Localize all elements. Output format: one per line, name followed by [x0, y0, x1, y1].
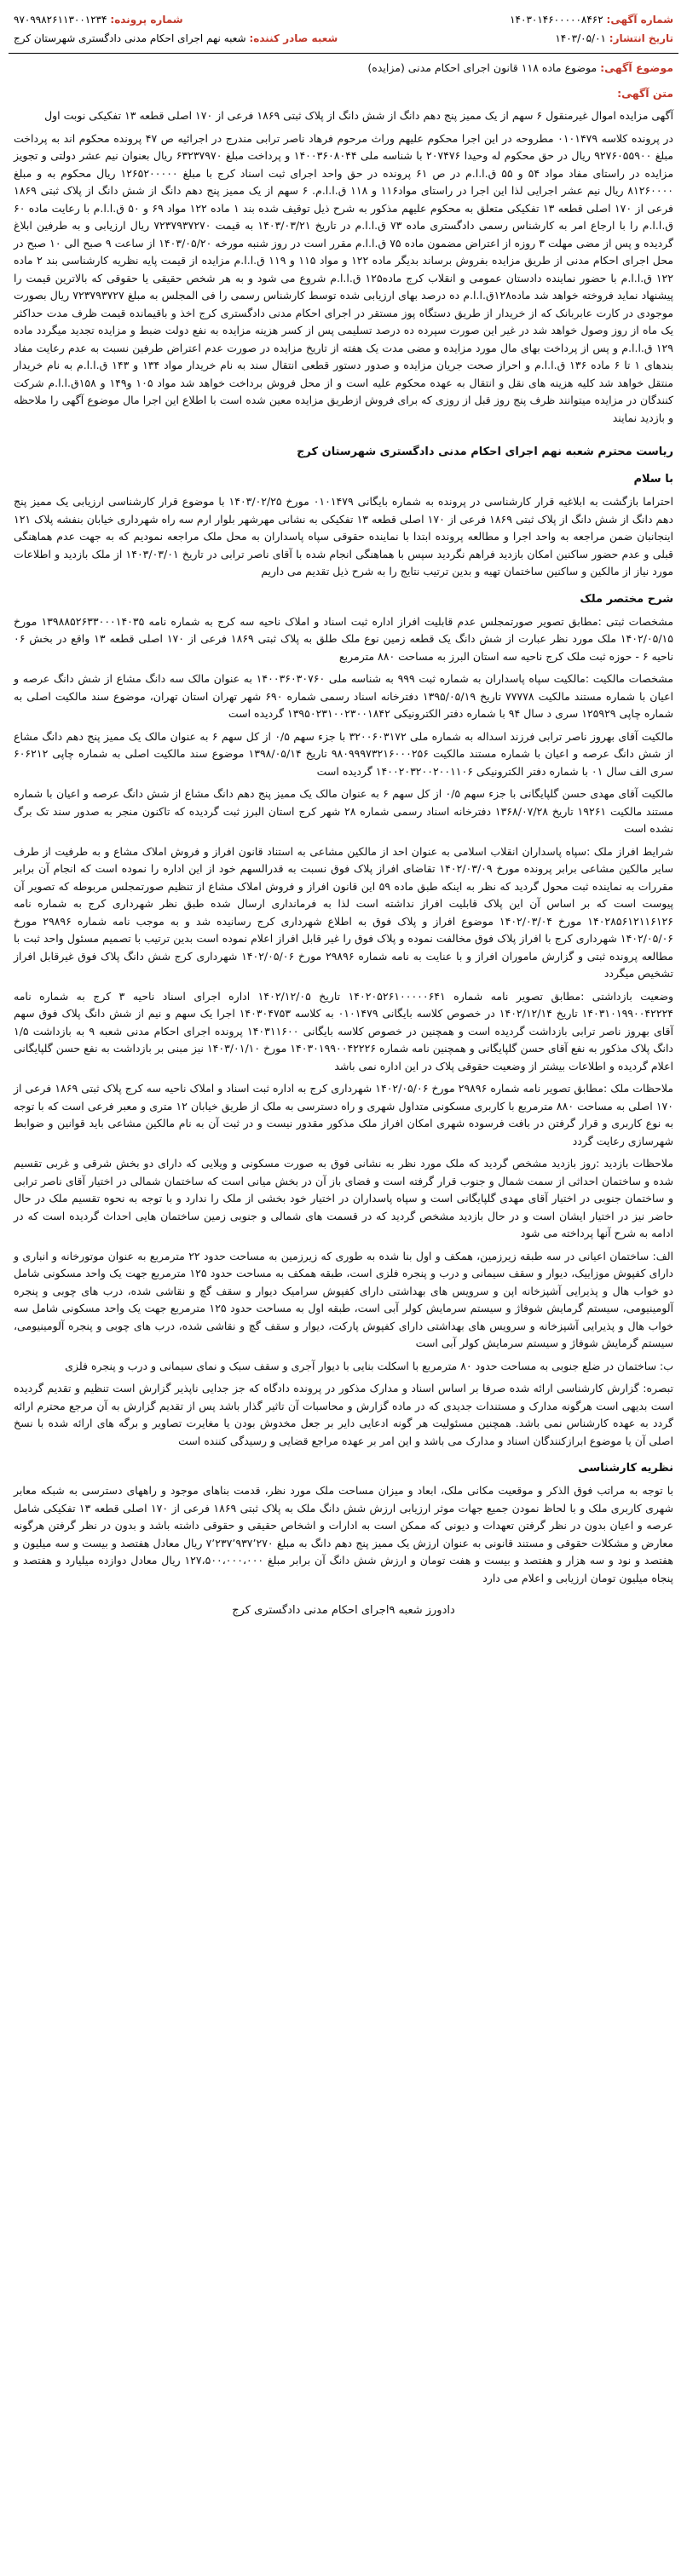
ad-title: آگهی مزایده اموال غیرمنقول ۶ سهم از یک ممیز پنج دهم دانگ از شش دانگ از پلاک ثبتی ۱۸۶۹ فرعی از ۱۷۰ اصلی قطعه ۱۳ تفکیکی نوبت اول — [44, 109, 673, 122]
ad-sheet — [9, 0, 678, 1641]
subject-text: موضوع ماده ۱۱۸ قانون اجرای احکام مدنی (مزایده) — [367, 61, 598, 74]
expert-opinion-heading: نظریه کارشناسی — [578, 1462, 673, 1475]
inspection-notes: ملاحظات بازدید :روز بازدید مشخص گردید که ملک مورد نظر به نشانی فوق به صورت مسکونی و ویلایی که دارای دو بخش شرقی و غربی تقسیم شده و ساختمان احداثی از سمت شمال و جنوب قرار گرفته است و فضای باز آن در بخش میانی است که ساختمان شمالی در اختیار آقای ناصر ترابی و ساختمان جنوبی در اختیار آقای مهدی گلپایگانی است و سپاه پاسداران در اختیار خود بخشی از ملک را ندارد و با توجه به نحوه تقسیم ملک در حال حاضر نیز در اختیار ایشان است و در حال بازدید مشخص گردید که در قسمت های شمالی و جنوبی زمین ساختمان هایی احداث گردیده است که در ادامه به شرح آنها پرداخته می شود — [14, 1157, 673, 1239]
case-number-value: ۹۷۰۹۹۸۲۶۱۱۳۰۰۱۲۳۴ — [14, 14, 107, 26]
partition-conditions: شرایط افراز ملک :سپاه پاسداران انقلاب اسلامی به عنوان احد از مالکین مشاعی به استناد قانون افراز و فروش املاک مشاع و به طرفیت از طرف سایر مالکین مشاعی برابر پرونده مورخ ۱۴۰۲/۰۳/۰۹ تقاضای افراز پلاک فوق نسبت به قدرالسهم خود از این اداره را نموده است که انجام آن برابر مقررات به نماینده ثبت محول گردید که نظر به اینکه طبق ماده ۵۹ این قانون افراز و فروش املاک مشاع از تنظیم صورتمجلس مربوطه که تصویر آن پیوست است که بر اساس آن این پلاک قابلیت افراز نداشته است لذا به فرمانداری ارسال شده طبق نظر شهرداری کرج به شماره نامه ۱۴۰۲۸۵۶۱۲۱۱۶۱۲۶ مورخ ۱۴۰۲/۰۳/۰۴ موضوع افراز و پلاک فوق به اطلاع شهرداری کرج رسانیده شد و به موجب نامه شماره ۲۹۸۹۶ مورخ ۱۴۰۲/۰۵/۰۶ شهرداری کرج با افراز پلاک فوق مخالفت نموده و پلاک فوق را غیر قابل افراز اعلام نموده است بدین ترتیب با تصمیم مسئول واحد ثبت با مطالعه پرونده ثبتی و گزارش ماموران افراز و با عنایت به نامه شماره ۲۹۸۹۶ مورخ ۱۴۰۲/۰۵/۰۶ شهرداری کرج شش دانگ پلاک فوق غیرقابل افراز تشخیص میگردد — [14, 844, 673, 980]
report-greeting: با سلام — [633, 473, 673, 486]
subject-label: موضوع آگهی: — [600, 61, 673, 74]
header-row-1 — [14, 10, 673, 29]
building-a: الف: ساختمان اعیانی در سه طبقه زیرزمین، همکف و اول بنا شده به طوری که زیرزمین به مساحت حدود ۲۲ مترمربع به عنوان موتورخانه و انباری و دارای کفپوش موزاییک، دیوار و سقف سیمانی و درب و پنجره فلزی است، طبقه همکف به مساحت حدود ۱۲۵ مترمربع جهت یک واحد مسکونی شامل دو خواب هال و پذیرایی آشپزخانه اپن و سرویس های بهداشتی دارای کفپوش سرامیک دیوار و سقف گچ و نقاشی شده، درب های چوبی و پنجره آلومینیومی، سیستم گرمایش شوفاژ و سیستم سرمایش کولر آبی است، طبقه اول به مساحت حدود ۱۲۵ مترمربع جهت یک واحد مسکونی شامل سه خواب هال و پذیرایی آشپزخانه و سرویس های بهداشتی دارای کفپوش پارکت، دیوار و سقف گچ و نقاشی شده، درب های چوبی و پنجره آلومینیومی، سیستم گرمایش شوفاژ و سیستم سرمایش کولر آبی است — [14, 1249, 673, 1349]
ownership-details: مشخصات مالکیت :مالکیت سپاه پاسداران به شماره ثبت ۹۹۹ به شناسه ملی ۱۴۰۰۳۶۰۳۰۷۶۰ به عنوان مالک سه دانگ مشاع از شش دانگ عرصه و اعیان با شماره مستند مالکیت ۷۷۷۷۸ تاریخ ۱۳۹۵/۰۵/۱۹ دفترخانه اسناد رسمی شماره ۶۹۰ شهر تهران استان تهران، موضوع سند مالکیت اصلی به شماره چاپی ۱۲۵۹۲۹ سری د سال ۹۴ با شماره دفتر الکترونیکی ۱۳۹۵۰۲۳۱۰۰۲۳۰۰۱۸۴۲ گردیده است — [14, 672, 674, 720]
publish-date — [555, 29, 673, 48]
publish-date-label: تاریخ انتشار: — [609, 32, 673, 44]
report-note: تبصره: گزارش کارشناسی ارائه شده صرفا بر اساس اسناد و مدارک مذکور در پرونده دادگاه که جز جدایی ناپذیر گزارش است تنظیم و تقدیم گردیده است بدیهی است هرگونه مدارک و مستندات جدیدی که در ماده گزارش و محاسبات آن تاثیر گذار باشد پس از تقدیم گزارش به آن مرجع محترم ارائه گردد به عهده کارشناس نمی باشد. همچنین مسئولیت هر گونه ادعایی دایر بر جعل مخدوش بودن یا مغایرت تصاویر و برگه های ارائه شده با نسخ اصلی آن یا موضوع ابرازکنندگان اسناد و مدارک می باشد و این امر بر عهده مراجع قضایی و رسیدگی کننده است — [14, 1382, 673, 1447]
ad-subject — [9, 54, 678, 79]
expert-opinion: با توجه به مراتب فوق الذکر و موقعیت مکانی ملک، ابعاد و میزان مساحت ملک مورد نظر، قدمت بناهای موجود و راههای دسترسی به شبکه معابر شهری کاربری ملک و با لحاظ نمودن جمیع جهات موثر ارزیابی ارزش شش دانگ ملک به پلاک ثبتی ۱۸۶۹ فرعی از ۱۷۰ اصلی قطعه ۱۳ تفکیکی شامل عرصه و اعیان بدون در نظر گرفتن تعهدات و دیونی که ممکن است به ادارات و اشخاص حقیقی و حقوقی داشته باشد و بدون در نظر گرفتن هرگونه معارض و مشکلات حقوقی و مستند قانونی به عنوان ارزش یک ممیز پنج دهم دانگ به مبلغ ۷٬۲۳۷٬۹۳۷٬۲۷۰ ریال معادل هفتصد و بیست و سه میلیون و هفتصد و نود و سه هزار و هفتصد و بیست و هفت تومان و ارزش شش دانگ آن برابر مبلغ ۱۲۷،۵۰۰،۰۰۰،۰۰۰ ریال معادل دوازده میلیارد و هفتصد و پنجاه میلیون تومان ارزیابی و اعلام می دارد — [14, 1484, 673, 1584]
ownership-mehdi: مالکیت آقای مهدی حسن گلپایگانی با جزء سهم ۰/۵ از کل سهم ۶ به عنوان مالک یک ممیز پنج دهم دانگ مشاع از شش دانگ عرصه و اعیان با شماره مستند مالکیت ۱۹۲۶۱ تاریخ ۱۳۶۸/۰۷/۲۸ دفترخانه اسناد رسمی شماره ۲۸ شهر کرج استان البرز ثبت گردیده که تاکنون منجر به صدور سند تک برگ نشده است — [14, 787, 673, 835]
building-b: ب: ساختمان در ضلع جنوبی به مساحت حدود ۸۰ مترمربع با اسکلت بنایی با دیوار آجری و سقف سبک و نمای سیمانی و درب و پنجره فلزی — [65, 1359, 673, 1372]
ad-number — [510, 10, 673, 29]
property-notes: ملاحظات ملک :مطابق تصویر نامه شماره ۲۹۸۹۶ مورخ ۱۴۰۲/۰۵/۰۶ شهرداری کرج به اداره ثبت اسناد و املاک ناحیه سه کرج پلاک ثبتی ۱۸۶۹ فرعی از ۱۷۰ اصلی به مساحت ۸۸۰ مترمربع با کاربری مسکونی متداول شهری و راه دسترسی به ملک از طریق خیابان ۱۲ متری و معبر فرعی است که با توجه به نوع کاربری و قرار گرفتن در بافت فرسوده شهری امکان افراز ملک مذکور مقدور نیست و در ثبت آن به نام مالکین مشاعی باید قوانین و ضوابط شهرسازی رعایت گردد — [14, 1082, 673, 1147]
ad-number-label: شماره آگهی: — [606, 14, 673, 26]
signature: دادورز شعبه ۹اجرای احکام مدنی دادگستری کرج — [232, 1604, 455, 1617]
ad-number-value: ۱۴۰۳۰۱۴۶۰۰۰۰۰۸۴۶۲ — [510, 14, 603, 26]
auction-terms: در پرونده کلاسه ۰۱۰۱۴۷۹ مطروحه در این اجرا محکوم علیهم وراث مرحوم فرهاد ناصر ترابی مندرج در اجرائیه ص ۴۷ پرونده محکوم اند به پرداخت مبلغ ۹۲۷۶۰۵۵۹۰۰ ریال در حق محکوم له وحیدا ۲۰۷۴۷۶ با شناسه ملی ۱۴۰۰۳۶۰۸۰۴۴ و پرداخت مبلغ ۶۳۲۳۷۹۷۰ ریال بعنوان نیم عشر دولتی و تجویز مزایده در راستای مفاد مواد ۵۴ و ۵۵ ق.ا.ا.م در ص ۶۱ پرونده در حق واحد اجرای ثبت اسناد کرج با مبلغ ۱۲۶۵۲۰۰۰۰۰ ریال محکوم به و مبلغ ۸۱۲۶۰۰۰۰ ریال نیم عشر اجرایی لذا این اجرا در راستای مواد۱۱۶ و ۱۱۸ ق.ا.ا.م. ۶ سهم از یک ممیز پنج دهم دانگ از شش دانگ از پلاک ثبتی ۱۸۶۹ فرعی از ۱۷۰ اصلی قطعه ۱۳ تفکیکی متعلق به محکوم علیهم مذکور به شرح ذیل توقیف شده بند ۱ ماده ۱۲۲ مواد ۶۹ و ۵۰ ق.ا.ا.م با رعایت ماده ۶۰ ق.ا.ا.م را با ارجاع امر به کارشناس رسمی دادگستری ماده ۷۳ ق.ا.ا.م در تاریخ ۱۴۰۳/۰۳/۲۱ به قیمت ۷۲۳۷۹۳۷۲۷۰ ریال ارزیابی و به طرفین ابلاغ گردیده و پس از مضی مهلت ۳ روزه از اعتراض مضمون ماده ۷۵ ق.ا.ا.م مقرر است در روز شنبه مورخه ۱۴۰۳/۰۵/۲۰ از ساعت ۹ صبح الی ۱۰ صبح در محل اجرای احکام مدنی از طریق مزایده بفروش برساند بدیگر ماده ۱۲۲ و مواد ۱۱۵ و ۱۱۹ ق.ا.ا.م مزایده از قیمت پایه نظریه کارشناسی بند ۲ ماده ۱۲۲ ق.ا.ا.م با حضور نماینده دادستان عمومی و انقلاب کرج ماده۱۲۵ ق.ا.ا.م شروع می شود و به هر شخص حقیقی یا حقوقی که بالاترین قیمت را پیشنهاد نماید فروخته خواهد شد ماده۱۲۸ق.ا.ا.م ده درصد بهای ارزیابی شده توسط کارشناس رسمی را فی المجلس به مبلغ ۷۲۳۷۹۳۷۲۷ ریال بصورت موجودی در کارت عابربانک که از خریدار از طریق دستگاه پوز مستقر در اجرای احکام مدنی دادگستری کرج اخذ و باقیمانده قیمت ظرف مدت حداکثر یک ماه از روز وصول خواهد شد در غیر این صورت سپرده ده درصد تسلیمی پس از کسر هزینه مزایده به نفع دولت ضبط و مزایده تجدید میگردد ماده ۱۲۹ ق.ا.ا.م و پس از پرداخت بهای مال مورد مزایده و مضی مدت یک هفته از تاریخ مزایده در صورت عدم اعتراض طرفین نسبت به عدم رعایت مفاد بندهای ۱ تا ۶ ماده ۱۳۶ ق.ا.ا.م و احراز صحت جریان مزایده و صدور دستور قطعی انتقال سند به نام خریدار مواد ۱۳۴ و ۱۴۳ ق.ا.ا.م به نام خریدار منتقل خواهد شد کلیه هزینه های نقل و انتقال به عهده محکوم علیه است و از محل فروش برداخت خواهد شد مواد ۱۰۵ و۱۴۹ و ۱۵۸ق.ا.ا.م شرکت کنندگان در مزایده میتوانند ظرف پنج روز قبل از روزی که برای فروش ازطریق مزایده معین شده است با اطلاع این اجرا مال موضوع آگهی را ملاحظه و بازدید نمایند — [14, 131, 674, 424]
seizure-status: وضعیت بازداشتی :مطابق تصویر نامه شماره ۱۴۰۲۰۵۲۶۱۰۰۰۰۰۶۴۱ تاریخ ۱۴۰۲/۱۲/۰۵ اداره اجرای اسناد ناحیه ۳ کرج به شماره نامه ۱۴۰۳۱۰۱۹۹۰۰۴۲۲۲۴ تاریخ ۱۴۰۲/۱۲/۱۴ در خصوص کلاسه بایگانی ۰۱۰۱۴۷۹ به کلاسه ۱۴۰۳۰۴۷۵۳ اجرا یک سهم و نیم از شش دانگ پلاک فوق سهم آقای بهروز ناصر ترابی بازداشت گردیده است و همچنین در خصوص کلاسه بایگانی ۱۴۰۳۱۱۶۰۰ پرونده اجرای احکام مدنی شعبه ۹ به بازداشت ۱/۵ دانگ پلاک مذکور به نفع آقای حسن گلپایگانی و همچنین نامه شماره ۱۴۰۳۰۱۹۹۰۰۴۲۲۲۶ مورخ ۱۴۰۳/۰۱/۱۰ نیز مبنی بر بازداشت به نفع حسن گلپایگانی اعلام گردیده و اطلاعات بیشتر از وضعیت حقوقی پلاک در این اداره نمی باشد — [14, 989, 673, 1072]
spacer — [9, 429, 678, 436]
issuer-label: شعبه صادر کننده: — [249, 32, 338, 44]
case-number — [14, 10, 183, 29]
ad-body-label — [9, 79, 678, 105]
ownership-behrouz: مالکیت آقای بهروز ناصر ترابی فرزند اسداله به شماره ملی ۳۲۰۰۶۰۳۱۷۲ با جزء سهم ۰/۵ از کل سهم ۶ به عنوان مالک یک ممیز پنج دهم دانگ مشاع از شش دانگ عرصه و اعیان با شماره مستند مالکیت ۹۸۰۹۹۹۷۳۲۱۶۰۰۰۲۵۶ تاریخ ۱۳۹۸/۰۵/۱۴ موضوع سند مالکیت اصلی به شماره چاپی ۶۰۶۲۱۲ سری الف سال ۰۱ با شماره دفتر الکترونیکی ۱۴۰۰۲۰۳۲۰۰۲۰۰۱۱۰۶ گردیده است — [14, 729, 673, 778]
report-intro: احتراما بازگشت به ابلاغیه قرار کارشناسی در پرونده به شماره بایگانی ۰۱۰۱۴۷۹ مورخ ۱۴۰۳/۰۲/۲۵ با موضوع قرار کارشناسی ارزیابی یک ممیز پنج دهم دانگ از شش دانگ از پلاک ثبتی ۱۸۶۹ فرعی از ۱۷۰ اصلی قطعه ۱۳ تفکیکی به نشانی مهرشهر بلوار ارم سه راه شهرداری خیابان بنفشه پلاک ۱۲۱ اینجانبان ضمن مراجعه به واحد اجرا و مطالعه پرونده ابتدا با نماینده حقوقی سپاه پاسداران به محل ملک مراجعه نمودیم که به جهت عدم هماهنگی قبلی و عدم حضور ساکنین امکان بازدید فراهم نگردید سپس با هماهنگی انجام شده با آقای ناصر ترابی در تاریخ ۱۴۰۳/۰۳/۰۱ از ملک بازدید و اطلاعات مورد نیاز از مالکین و ساکنین ساختمان تهیه و بدین ترتیب نتایج را به شرح ذیل تقدیم می داریم — [14, 495, 673, 578]
issuer-value: شعبه نهم اجرای احکام مدنی دادگستری شهرستان کرج — [14, 32, 246, 44]
ad-header — [9, 7, 678, 54]
body-label: متن آگهی: — [617, 87, 673, 100]
property-summary-heading: شرح مختصر ملک — [580, 592, 673, 606]
header-row-2 — [14, 29, 673, 48]
case-number-label: شماره پرونده: — [110, 14, 183, 26]
registration-details: مشخصات ثبتی :مطابق تصویر صورتمجلس عدم قابلیت افراز اداره ثبت اسناد و املاک ناحیه سه کرج به شماره نامه ۱۳۹۸۸۵۲۶۳۳۰۰۰۱۴۰۳۵ مورخ ۱۴۰۲/۰۵/۱۵ ملک مورد نظر عبارت از شش دانگ یک قطعه زمین نوع ملک طلق به پلاک ثبتی ۱۸۶۹ فرعی از ۱۷۰ اصلی قطعه ۱۳ واقع در بخش ۰۶ ناحیه ۶ - حوزه ثبت ملک کرج ناحیه سه استان البرز به مساحت ۸۸۰ مترمربع — [14, 614, 674, 663]
publish-date-value: ۱۴۰۳/۰۵/۰۱ — [555, 32, 606, 44]
report-addressee: ریاست محترم شعبه نهم اجرای احکام مدنی دادگستری شهرستان کرج — [297, 446, 673, 458]
issuer — [14, 29, 338, 48]
